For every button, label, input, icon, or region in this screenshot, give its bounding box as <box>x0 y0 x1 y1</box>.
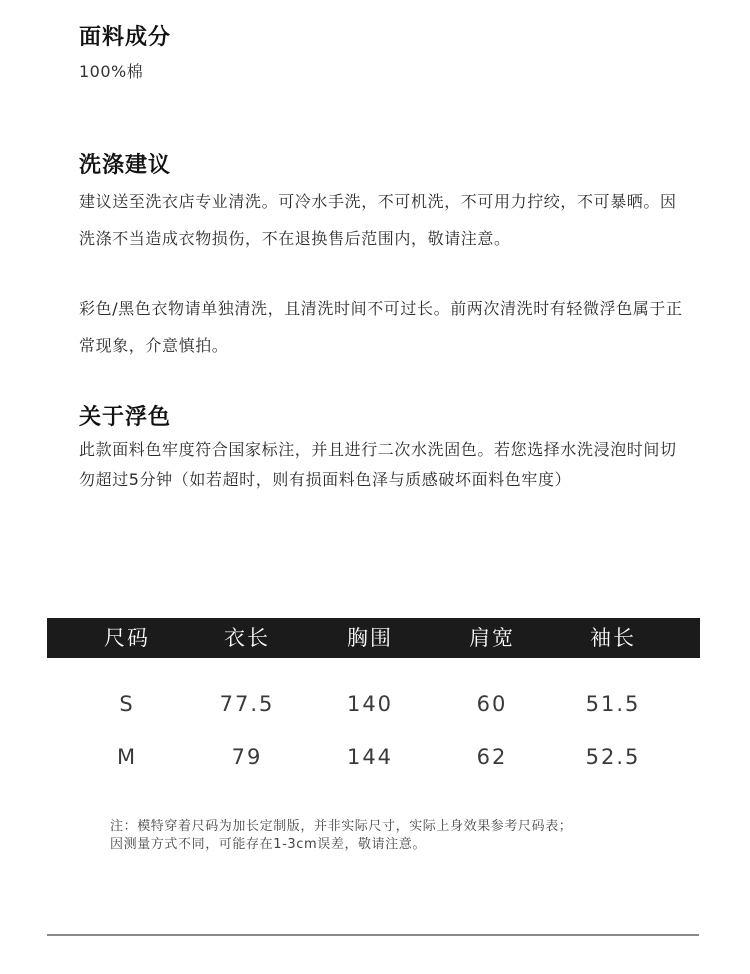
cell-shoulder: 62 <box>476 745 508 769</box>
bottom-divider <box>47 934 699 936</box>
size-table-header <box>47 618 700 658</box>
cell-sleeve: 52.5 <box>585 745 641 769</box>
cell-sleeve: 51.5 <box>585 692 641 716</box>
cell-shoulder: 60 <box>476 692 508 716</box>
washing-paragraph-1: 建议送至洗衣店专业清洗。可冷水手洗，不可机洗，不可用力拧绞，不可暴晒。因洗涤不当造成衣物损伤，不在退换售后范围内，敬请注意。 <box>79 192 677 248</box>
size-note <box>110 818 700 854</box>
cell-length: 79 <box>231 745 263 769</box>
header-sleeve: 袖长 <box>590 626 636 650</box>
size-note-line-2: 因测量方式不同，可能存在1-3cm误差，敬请注意。 <box>110 837 427 852</box>
fading-paragraph: 此款面料色牢度符合国家标注，并且进行二次水洗固色。若您选择水洗浸泡时间切勿超过5分钟（如若超时，则有损面料色泽与质感破坏面料色牢度） <box>79 440 677 489</box>
cell-size: S <box>119 692 135 716</box>
cell-size: M <box>116 745 138 769</box>
material-value: 100%棉 <box>79 62 144 81</box>
washing-title: 洗涤建议 <box>79 153 172 178</box>
table-row <box>47 684 700 724</box>
header-shoulder: 肩宽 <box>469 626 515 650</box>
fading-title: 关于浮色 <box>79 405 172 430</box>
cell-length: 77.5 <box>219 692 275 716</box>
cell-chest: 140 <box>346 692 394 716</box>
washing-paragraph-2: 彩色/黑色衣物请单独清洗，且清洗时间不可过长。前两次清洗时有轻微浮色属于正常现象，介意慎拍。 <box>79 299 683 355</box>
material-title: 面料成分 <box>79 25 172 50</box>
table-row <box>47 737 700 777</box>
header-size: 尺码 <box>104 626 150 650</box>
header-chest: 胸围 <box>347 626 393 650</box>
cell-chest: 144 <box>346 745 394 769</box>
header-length: 衣长 <box>224 626 270 650</box>
size-note-line-1: 注：模特穿着尺码为加长定制版，并非实际尺寸，实际上身效果参考尺码表； <box>110 819 573 834</box>
